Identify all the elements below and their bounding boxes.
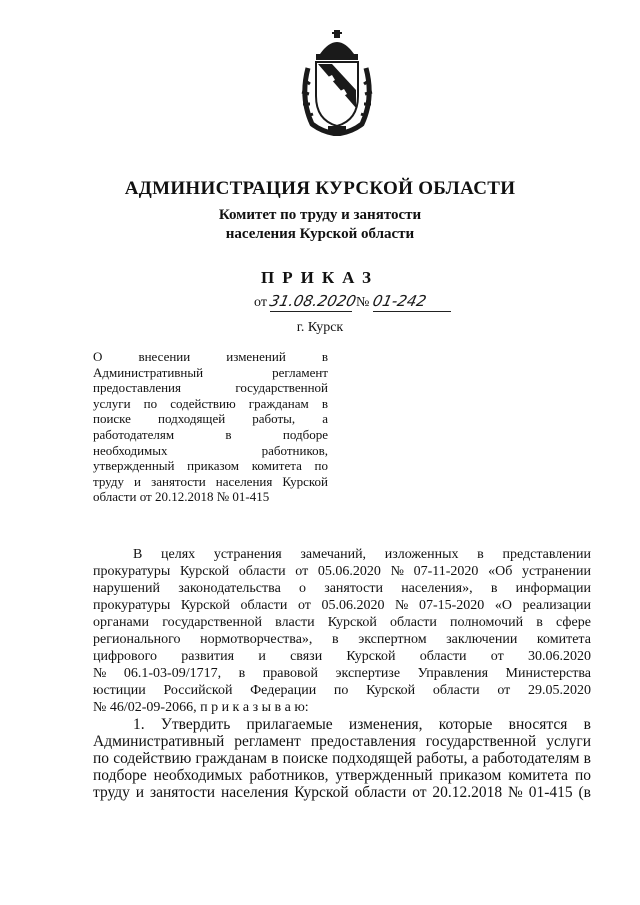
- body-line: органами государственной власти Курской области полномочий в сфере: [93, 615, 591, 630]
- body-line: № 06.1-03-09/1717, в правовой экспертизе Управления Министерства: [93, 666, 591, 681]
- body-line: труду и занятости населения Курской области от 20.12.2018 № 01-415 (в: [93, 784, 591, 801]
- body-line: № 46/02-09-2066, п р и к а з ы в а ю:: [93, 700, 309, 715]
- body-line: В целях устранения замечаний, изложенных в представлении: [133, 547, 591, 562]
- order-date-number-line: [254, 292, 451, 312]
- body-line: Административный регламент предоставления государственной услуги: [93, 733, 591, 750]
- body-line: подборе необходимых работников, утвержденный приказом комитета по: [93, 767, 591, 784]
- body-line: прокуратуры Курской области от 05.06.2020 № 07-15-2020 «О реализации: [93, 598, 591, 613]
- subject-line: Административный регламент: [93, 364, 328, 380]
- body-line: нарушений законодательства о занятости населения», в информации: [93, 581, 591, 596]
- handwritten-date: 31.08.2020: [268, 292, 359, 310]
- number-label: №: [355, 295, 370, 310]
- from-label: от: [254, 295, 267, 310]
- body-line: цифрового развития и связи Курской области от 30.06.2020: [93, 649, 591, 664]
- body-line: регионального нормотворчества», в экспертном заключении комитета: [93, 632, 591, 647]
- subject-line: поиске подходящей работы, а: [93, 411, 328, 427]
- order-heading: ПРИКАЗ: [261, 268, 379, 287]
- handwritten-order-number: 01-242: [370, 292, 428, 310]
- committee-name-line-1: Комитет по труду и занятости: [218, 207, 422, 223]
- subject-line: утвержденный приказом комитета по: [93, 458, 328, 474]
- subject-line: О внесении изменений в: [93, 349, 328, 364]
- subject-line: необходимых работников,: [93, 442, 328, 458]
- body-line: 1. Утвердить прилагаемые изменения, которые вносятся в: [133, 716, 591, 733]
- order-body: [93, 546, 591, 801]
- committee-name-line-2: населения Курской области: [225, 226, 415, 242]
- subject-line: предоставления государственной: [93, 380, 328, 396]
- subject-line: работодателям в подборе: [93, 426, 328, 442]
- subject-line: труду и занятости населения Курской: [93, 473, 328, 489]
- subject-line: услуги по содействию гражданам в: [93, 395, 328, 411]
- kursk-region-coat-of-arms-icon: [298, 28, 376, 136]
- organization-title: АДМИНИСТРАЦИЯ КУРСКОЙ ОБЛАСТИ: [124, 178, 516, 199]
- city-line: г. Курск: [296, 320, 344, 335]
- body-line: прокуратуры Курской области от 05.06.2020 № 07-11-2020 «Об устранении: [93, 564, 591, 579]
- body-line: по содействию гражданам в поиске подходящей работы, а работодателям в: [93, 750, 591, 767]
- order-subject: [93, 349, 328, 505]
- body-line: юстиции Российской Федерации по Курской области от 29.05.2020: [93, 683, 591, 698]
- subject-line: области от 20.12.2018 № 01-415: [93, 489, 270, 505]
